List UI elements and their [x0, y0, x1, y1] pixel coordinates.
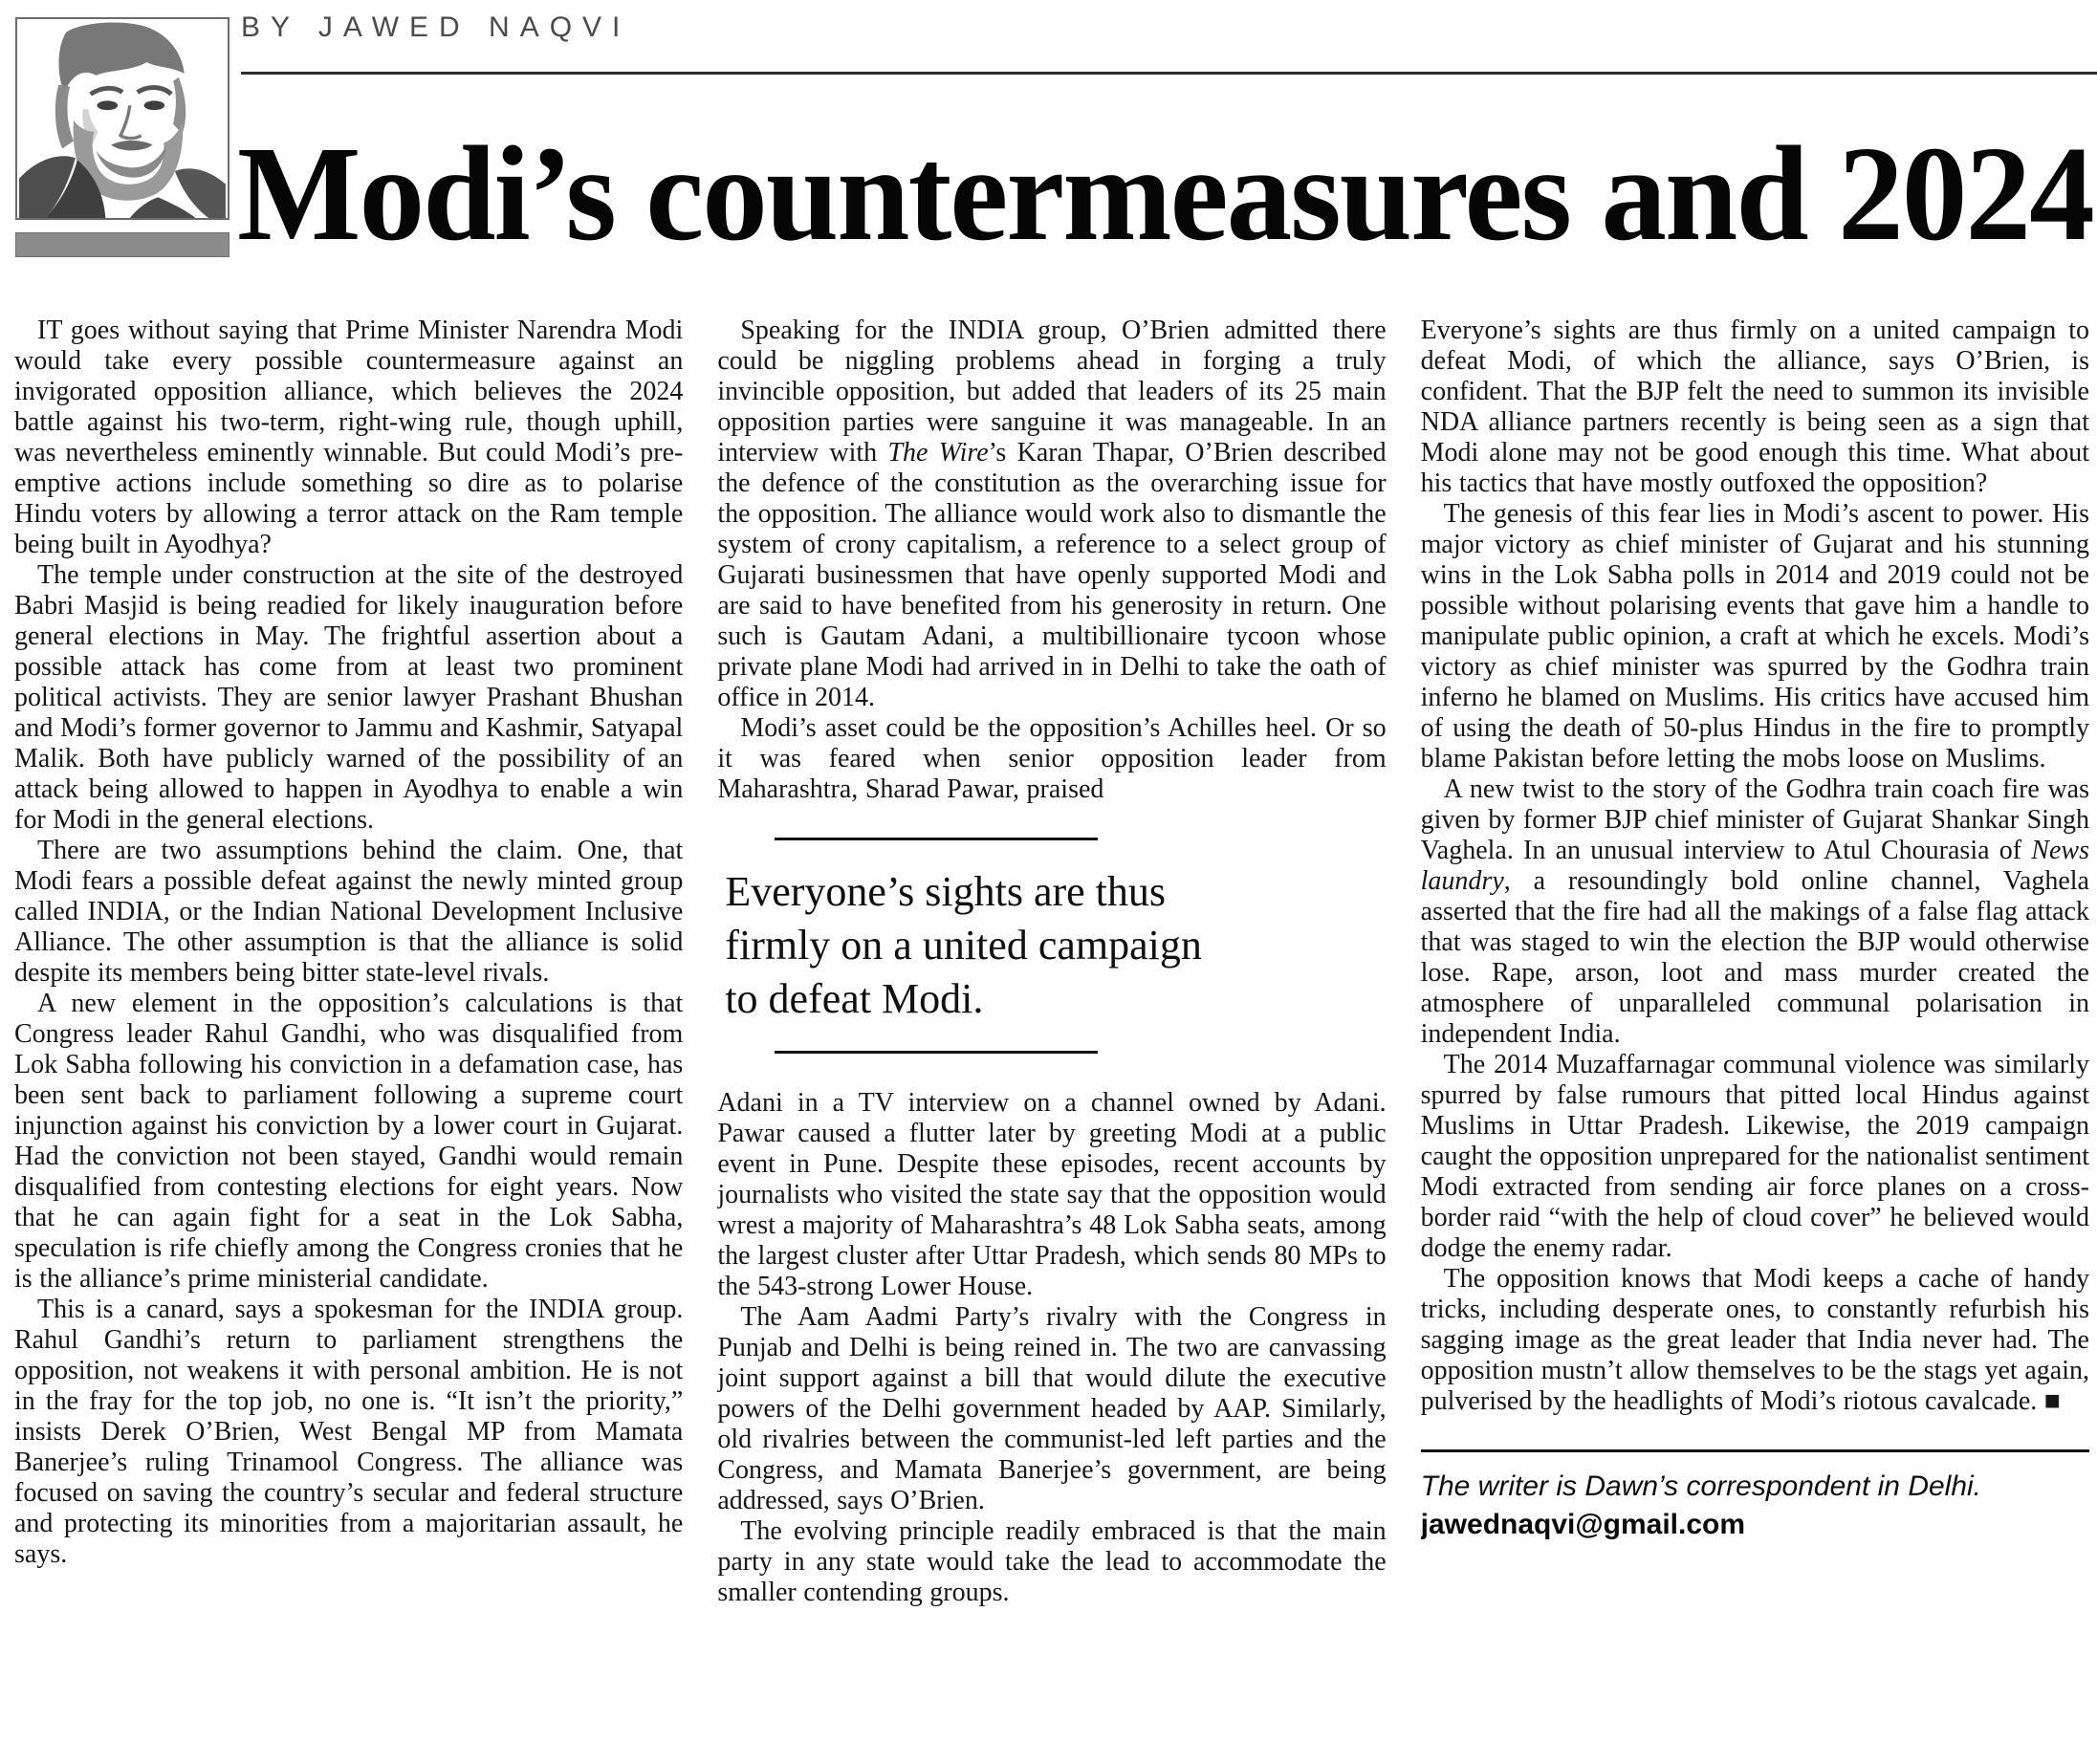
photo-caption-bar [15, 232, 229, 257]
pull-quote-rule-top [775, 838, 1098, 840]
publication-name: News laundry [1420, 836, 2089, 896]
paragraph: There are two assumptions behind the claim. One, that Modi fears a possible defeat against the newly minted group called INDIA, or the Indian National Development Inclusive Alliance. The other assumption is that the alliance is solid despite its members being bitter state-level rivals. [14, 836, 684, 988]
author-portrait-sketch [17, 19, 228, 218]
pull-quote [717, 838, 1386, 1054]
paragraph: The evolving principle readily embraced is that the main party in any state would take the lead to accommodate the smaller contending groups. [717, 1516, 1387, 1607]
paragraph: The 2014 Muzaffarnagar communal violence was similarly spurred by false rumours that pitted local Hindus against Muslims in Uttar Pradesh. Likewise, the 2019 campaign caught the opposition unprepared for the nationalist sentiment Modi extracted from sending air force planes on a cross-border raid “with the help of cloud cover” he believed would dodge the enemy radar. [1420, 1050, 2089, 1263]
paragraph: The temple under construction at the site of the destroyed Babri Masjid is being readied for likely inauguration before general elections in May. The frightful assertion about a possible attack has come from at least two prominent political activists. They are senior lawyer Prashant Bhushan and Modi’s former governor to Jammu and Kashmir, Satyapal Malik. Both have publicly warned of the possibility of an attack being allowed to happen in Ayodhya to enable a win for Modi in the general elections. [14, 560, 684, 835]
column-1 [14, 316, 683, 1761]
paragraph: The Aam Aadmi Party’s rivalry with the Congress in Punjab and Delhi is being reined in. The two are canvassing joint support against a bill that would dilute the executive powers of the Delhi government headed by AAP. Similarly, old rivalries between the communist-led left parties and the Congress, and Mamata Banerjee’s government, are being addressed, says O’Brien. [717, 1302, 1387, 1515]
pull-quote-rule-bottom [775, 1051, 1098, 1054]
paragraph: Adani in a TV interview on a channel owned by Adani. Pawar caused a flutter later by greeting Modi at a public event in Pune. Despite these episodes, recent accounts by journalists who visited the state say that the opposition would wrest a majority of Maharashtra’s 48 Lok Sabha seats, among the largest cluster after Uttar Pradesh, which sends 80 MPs to the 543-strong Lower House. [717, 1088, 1387, 1301]
paragraph: Speaking for the INDIA group, O’Brien admitted there could be niggling problems ahead in forging a truly invincible opposition, but added that leaders of its 25 main opposition parties were sanguine it was manageable. In an interview with The Wire’s Karan Thapar, O’Brien described the defence of the constitution as the overarching issue for the opposition. The alliance would work also to dismantle the system of crony capitalism, a reference to a select group of Gujarati businessmen that have openly supported Modi and are said to have benefited from his generosity in return. One such is Gautam Adani, a multibillionaire tycoon whose private plane Modi had arrived in in Delhi to take the oath of office in 2014. [717, 316, 1387, 712]
byline: BY JAWED NAQVI [241, 11, 631, 43]
paragraph: Modi’s asset could be the opposition’s Achilles heel. Or so it was feared when senior opposition leader from Maharashtra, Sharad Pawar, praised [717, 713, 1387, 804]
column-2 [717, 316, 1386, 1761]
author-photo [15, 17, 229, 220]
article-footer [1421, 1449, 2089, 1542]
footer-email: jawednaqvi@gmail.com [1420, 1509, 1746, 1540]
paragraph: This is a canard, says a spokesman for the INDIA group. Rahul Gandhi’s return to parliament strengthens the opposition, not weakens it with personal ambition. He is not in the fray for the top job, no one is. “It isn’t the priority,” insists Derek O’Brien, West Bengal MP from Mamata Banerjee’s ruling Trinamool Congress. The alliance was focused on saving the country’s secular and federal structure and protecting its minorities from a majoritarian assault, he says. [14, 1295, 684, 1569]
article-columns [14, 316, 2089, 1761]
paragraph: A new twist to the story of the Godhra train coach fire was given by former BJP chief minister of Gujarat Shankar Singh Vaghela. In an unusual interview to Atul Chourasia of News laundry, a resoundingly bold online channel, Vaghela asserted that the fire had all the makings of a false flag attack that was staged to win the election the BJP would otherwise lose. Rape, arson, loot and mass murder created the atmosphere of unparalleled communal polarisation in independent India. [1420, 774, 2089, 1049]
publication-name: The Wire [887, 438, 989, 468]
article-title: Modi’s countermeasures and 2024 [237, 118, 2093, 269]
pull-quote-text: Everyone’s sights are thus firmly on a united campaign to defeat Modi. [725, 868, 1202, 1022]
footer-credit: The writer is Dawn’s correspondent in Delhi. [1420, 1470, 1982, 1502]
column-3 [1421, 316, 2089, 1761]
footer-rule [1421, 1449, 2089, 1452]
paragraph: Everyone’s sights are thus firmly on a united campaign to defeat Modi, of which the alliance, says O’Brien, is confident. That the BJP felt the need to summon its invisible NDA alliance partners recently is being seen as a sign that Modi alone may not be good enough this time. What about his tactics that have mostly outfoxed the opposition? [1420, 316, 2089, 498]
byline-rule [241, 72, 2097, 75]
paragraph: IT goes without saying that Prime Minister Narendra Modi would take every possible countermeasure against an invigorated opposition alliance, which believes the 2024 battle against his two-term, right-wing rule, though uphill, was nevertheless eminently winnable. But could Modi’s pre-emptive actions include something so dire as to polarise Hindu voters by allowing a terror attack on the Ram temple being built in Ayodhya? [14, 316, 684, 559]
paragraph: The opposition knows that Modi keeps a cache of handy tricks, including desperate ones, to constantly refurbish his sagging image as the great leader that India never had. The opposition mustn’t allow themselves to be the stags yet again, pulverised by the headlights of Modi’s riotous cavalcade. ■ [1420, 1264, 2089, 1416]
paragraph: A new element in the opposition’s calculations is that Congress leader Rahul Gandhi, who was disqualified from Lok Sabha following his conviction in a defamation case, has been sent back to parliament following a supreme court injunction against his conviction by a lower court in Gujarat. Had the conviction not been stayed, Gandhi would remain disqualified from contesting elections for eight years. Now that he can again fight for a seat in the Lok Sabha, speculation is rife chiefly among the Congress cronies that he is the alliance’s prime ministerial candidate. [14, 989, 684, 1294]
paragraph: The genesis of this fear lies in Modi’s ascent to power. His major victory as chief minister of Gujarat and his stunning wins in the Lok Sabha polls in 2014 and 2019 could not be possible without polarising events that gave him a handle to manipulate public opinion, a craft at which he excels. Modi’s victory as chief minister was spurred by the Godhra train inferno he blamed on Muslims. His critics have accused him of using the death of 50-plus Hindus in the fire to promptly blame Pakistan before letting the mobs loose on Muslims. [1420, 499, 2089, 773]
